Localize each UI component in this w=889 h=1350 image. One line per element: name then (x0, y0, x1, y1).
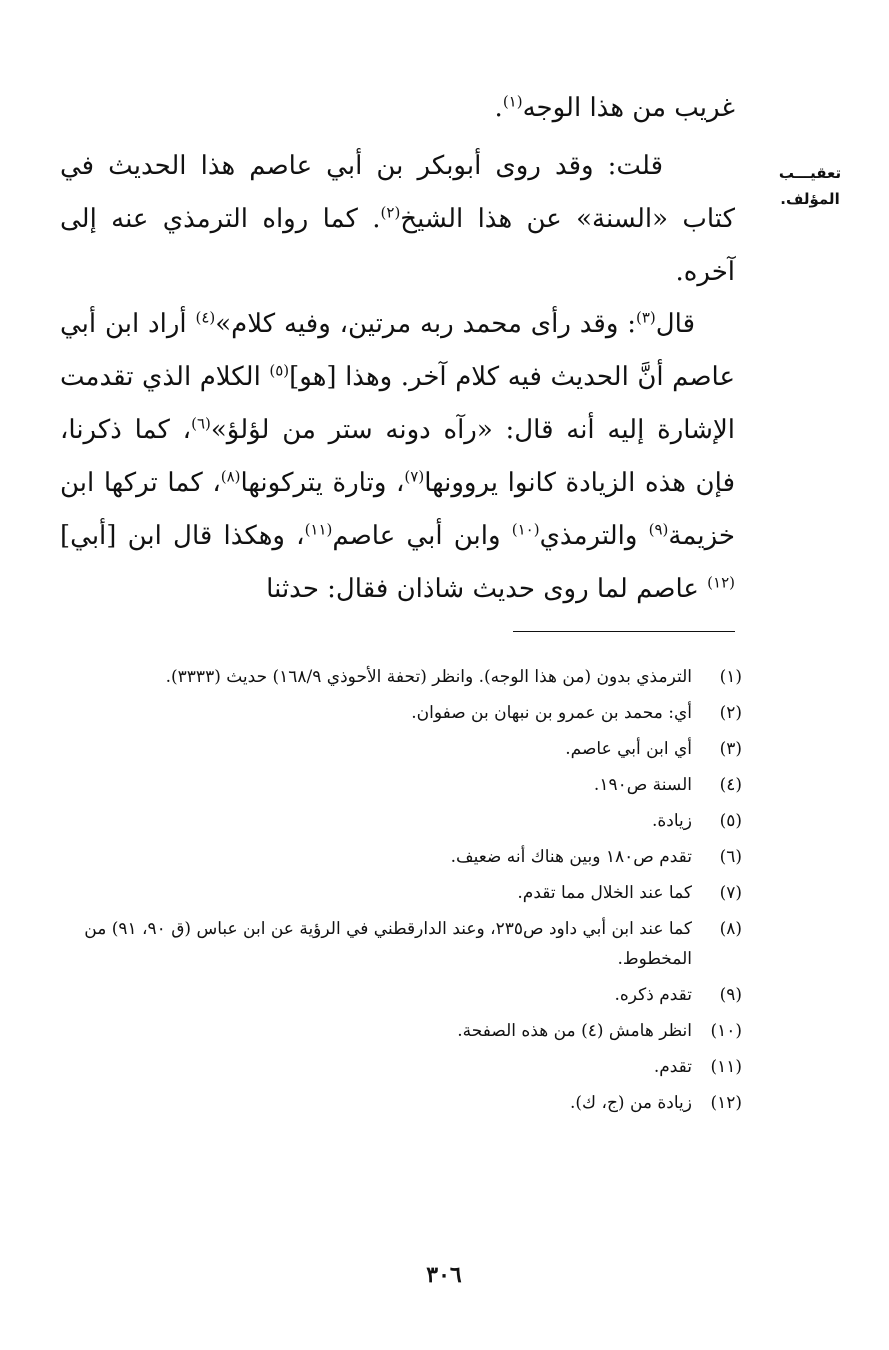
main-paragraph-2 (60, 140, 735, 299)
footnote-marker: (٢) (380, 203, 401, 222)
paragraph-body (60, 140, 735, 299)
footnote-item (60, 878, 742, 908)
footnote-item (60, 914, 742, 974)
footnote-item (60, 1016, 742, 1046)
footnote-text: انظر هامش (٤) من هذه الصفحة. (457, 1021, 692, 1041)
footnote-text: أي ابن أبي عاصم. (565, 739, 692, 759)
footnote-item (60, 842, 742, 872)
footnote-number: (٥) (719, 811, 742, 831)
footnote-text: السنة ص١٩٠. (593, 775, 692, 795)
footnote-text: الترمذي بدون (من هذا الوجه). وانظر (تحفة الأحوذي ١٦٨/٩) حديث (٣٣٣٣). (165, 667, 692, 687)
footnote-marker: (٨) (220, 467, 241, 486)
footnote-marker: (١٠) (511, 520, 540, 539)
footnote-item (60, 980, 742, 1010)
text-run: . (494, 93, 503, 123)
footnote-text: أي: محمد بن عمرو بن نبهان بن صفوان. (411, 703, 692, 723)
text-run: قال (655, 309, 695, 339)
footnote-item (60, 734, 742, 764)
footnote-marker: (٤) (195, 308, 216, 327)
text-run: ، كما ذكرنا، فإن هذه الزيادة كانوا يروونها (60, 415, 735, 498)
text-run: الكلام الذي تقدمت الإشارة إليه أنه قال: «رآه دونه ستر من لؤلؤ» (60, 362, 736, 445)
text-run: ، كما تركها ابن خزيمة (60, 468, 735, 551)
footnote-number: (١٠) (710, 1021, 742, 1041)
footnote-number: (٧) (719, 883, 742, 903)
footnote-marker: (١) (502, 92, 523, 111)
margin-note-line-2: المؤلف. (780, 190, 840, 208)
footnote-item (60, 1088, 742, 1118)
footnote-marker: (١٢) (707, 573, 735, 592)
footnote-number: (٦) (719, 847, 742, 867)
text-run: عاصم لما روى حديث شاذان فقال: حدثنا (266, 574, 708, 604)
paragraph-body (60, 298, 735, 616)
text-run: . كما رواه الترمذي عنه إلى آخره. (60, 204, 735, 287)
footnotes (60, 662, 742, 1124)
footnote-marker: (٣) (635, 308, 656, 327)
footnote-marker: (٩) (648, 520, 669, 539)
footnote-text: كما عند الخلال مما تقدم. (517, 883, 692, 903)
footnote-number: (٢) (719, 703, 742, 723)
footnote-text: تقدم. (653, 1057, 692, 1077)
footnote-number: (٤) (719, 775, 742, 795)
text-run: قلت: وقد روى أبوبكر بن أبي عاصم هذا الحديث في كتاب «السنة» عن هذا الشيخ (60, 151, 735, 234)
text-run: ، وتارة يتركونها (240, 468, 405, 498)
text-run: غريب من هذا الوجه (522, 93, 735, 123)
footnote-item (60, 770, 742, 800)
footnote-item (60, 698, 742, 728)
text-run: أراد ابن أبي عاصم أنَّ الحديث فيه كلام آخر. وهذا [هو] (60, 309, 735, 392)
footnote-marker: (١١) (304, 520, 333, 539)
text-run: وابن أبي عاصم (332, 521, 512, 551)
footnote-number: (٩) (719, 985, 742, 1005)
text-run: : وقد رأى محمد ربه مرتين، وفيه كلام» (215, 309, 636, 339)
page-number: ٣٠٦ (426, 1262, 462, 1288)
margin-note-line-1: تعقيـــب (778, 164, 842, 182)
text-run: والترمذي (539, 521, 649, 551)
text-run: ، وهكذا قال ابن [أبي] (60, 521, 305, 551)
margin-note (770, 160, 850, 212)
footnote-number: (٣) (719, 739, 742, 759)
footnote-marker: (٦) (191, 414, 211, 433)
paragraph-body (60, 82, 735, 135)
footnote-item (60, 1052, 742, 1082)
footnote-text: زيادة. (651, 811, 692, 831)
footnote-item (60, 662, 742, 692)
main-paragraph-3 (60, 298, 735, 616)
footnote-number: (١) (719, 667, 742, 687)
footnote-number: (٨) (719, 919, 742, 939)
footnote-number: (١٢) (710, 1093, 742, 1113)
footnote-marker: (٧) (404, 467, 425, 486)
footnote-item (60, 806, 742, 836)
footnote-separator (513, 631, 735, 632)
footnote-text: زيادة من (ج، ك). (570, 1093, 692, 1113)
footnote-marker: (٥) (269, 361, 290, 380)
footnote-text: تقدم ذكره. (614, 985, 692, 1005)
main-paragraph-1 (60, 82, 735, 135)
footnote-text: تقدم ص١٨٠ وبين هناك أنه ضعيف. (450, 847, 692, 867)
footnote-number: (١١) (710, 1057, 742, 1077)
footnote-text: كما عند ابن أبي داود ص٢٣٥، وعند الدارقطني في الرؤية عن ابن عباس (ق ٩٠، ٩١) من المخطوط. (84, 919, 692, 969)
